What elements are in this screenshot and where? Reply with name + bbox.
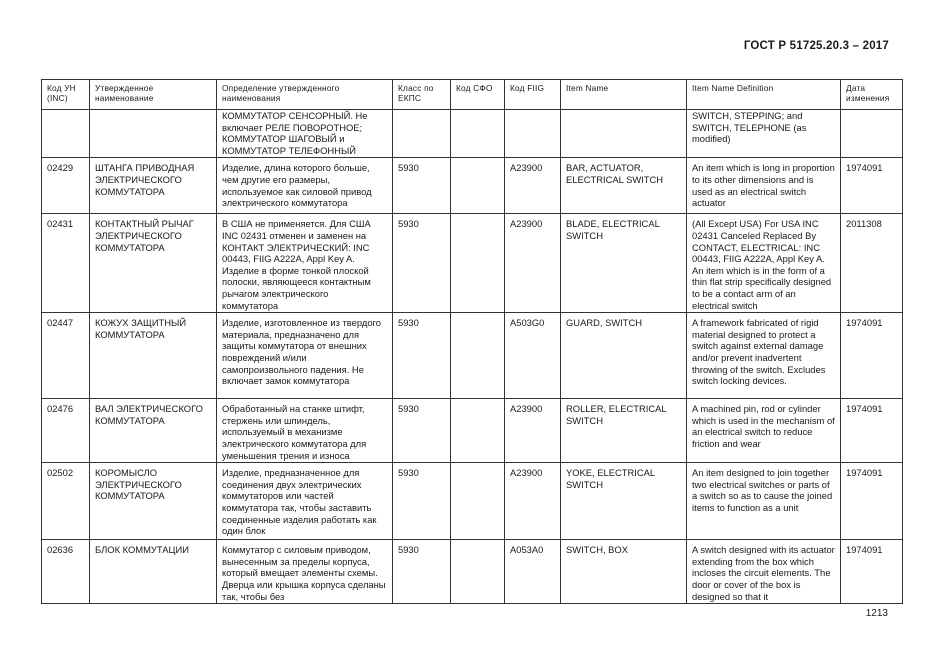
cell-definition-en: A machined pin, rod or cylinder which is used in the mechanism of an electrical switch to reduce friction and wear <box>687 399 841 463</box>
cell-fiig: A23900 <box>505 399 561 463</box>
cell-class <box>393 110 451 158</box>
cell-class: 5930 <box>393 158 451 214</box>
cell-class: 5930 <box>393 214 451 313</box>
cell-definition-ru: Изделие, предназначенное для соединения двух электрических коммутаторов или частей коммутатора так, чтобы заставить соединенные изделия работать как один блок <box>217 463 393 540</box>
cell-sfo <box>451 110 505 158</box>
cell-name-ru <box>90 110 217 158</box>
cell-class: 5930 <box>393 540 451 604</box>
cell-fiig: A053A0 <box>505 540 561 604</box>
cell-definition-ru: Обработанный на станке штифт, стержень или шпиндель, используемый в механизме электрического коммутатора для уменьшения трения и износа <box>217 399 393 463</box>
col-header-class: Класс по ЕКПС <box>393 80 451 110</box>
col-header-item-definition: Item Name Definition <box>687 80 841 110</box>
cell-definition-ru: КОММУТАТОР СЕНСОРНЫЙ. Не включает РЕЛЕ ПОВОРОТНОЕ; КОММУТАТОР ШАГОВЫЙ и КОММУТАТОР ТЕЛЕФОННЫЙ <box>217 110 393 158</box>
cell-code: 02431 <box>42 214 90 313</box>
cell-sfo <box>451 158 505 214</box>
col-header-definition-ru: Определение утвержденного наименования <box>217 80 393 110</box>
cell-code: 02502 <box>42 463 90 540</box>
cell-name-ru: КОРОМЫСЛО ЭЛЕКТРИЧЕСКОГО КОММУТАТОРА <box>90 463 217 540</box>
table-row <box>42 463 903 540</box>
cell-code: 02476 <box>42 399 90 463</box>
cell-definition-en: (All Except USA) For USA INC 02431 Canceled Replaced By CONTACT, ELECTRICAL: INC 00443, FIIG A222A, Appl Key A. An item which is in the form of a thin flat strip specifically designed to be a contact arm of an electrical switch <box>687 214 841 313</box>
cell-item-name: BLADE, ELECTRICAL SWITCH <box>561 214 687 313</box>
cell-sfo <box>451 399 505 463</box>
cell-name-ru: ШТАНГА ПРИВОДНАЯ ЭЛЕКТРИЧЕСКОГО КОММУТАТОРА <box>90 158 217 214</box>
cell-sfo <box>451 313 505 399</box>
cell-definition-ru: Коммутатор с силовым приводом, вынесенным за пределы корпуса, который вмещает элементы схемы. Дверца или крышка корпуса сделаны так, чтобы без <box>217 540 393 604</box>
col-header-approved-name: Утвержденное наименование <box>90 80 217 110</box>
table-row <box>42 214 903 313</box>
cell-class: 5930 <box>393 463 451 540</box>
cell-definition-en: SWITCH, STEPPING; and SWITCH, TELEPHONE (as modified) <box>687 110 841 158</box>
col-header-date: Дата изменения <box>841 80 903 110</box>
cell-definition-en: An item designed to join together two electrical switches or parts of a switch so as to cause the joined items to function as a unit <box>687 463 841 540</box>
cell-code: 02429 <box>42 158 90 214</box>
cell-fiig: A503G0 <box>505 313 561 399</box>
cell-date: 1974091 <box>841 313 903 399</box>
cell-sfo <box>451 214 505 313</box>
table-row <box>42 110 903 158</box>
cell-definition-en: A switch designed with its actuator extending from the box which incloses the circuit elements. The door or cover of the box is designed so that it <box>687 540 841 604</box>
cell-date: 1974091 <box>841 399 903 463</box>
cell-code <box>42 110 90 158</box>
cell-class: 5930 <box>393 399 451 463</box>
document-header: ГОСТ Р 51725.20.3 – 2017 <box>743 40 889 52</box>
cell-date <box>841 110 903 158</box>
cell-item-name: GUARD, SWITCH <box>561 313 687 399</box>
table-row <box>42 399 903 463</box>
cell-date: 2011308 <box>841 214 903 313</box>
table-row <box>42 540 903 604</box>
cell-definition-en: An item which is long in proportion to its other dimensions and is used as an electrical switch actuator <box>687 158 841 214</box>
cell-item-name: ROLLER, ELECTRICAL SWITCH <box>561 399 687 463</box>
cell-name-ru: КОНТАКТНЫЙ РЫЧАГ ЭЛЕКТРИЧЕСКОГО КОММУТАТОРА <box>90 214 217 313</box>
page-number: 1213 <box>865 608 888 619</box>
cell-code: 02636 <box>42 540 90 604</box>
cell-name-ru: БЛОК КОММУТАЦИИ <box>90 540 217 604</box>
col-header-inc: Код УН (INC) <box>42 80 90 110</box>
col-header-sfo: Код СФО <box>451 80 505 110</box>
cell-date: 1974091 <box>841 463 903 540</box>
col-header-item-name: Item Name <box>561 80 687 110</box>
table-row <box>42 158 903 214</box>
cell-definition-ru: В США не применяется. Для США INC 02431 отменен и заменен на КОНТАКТ ЭЛЕКТРИЧЕСКИЙ: INC 00443, FIIG A222A, Appl Key A. Изделие в форме тонкой плоской полоски, являющееся контактным рычагом электрического коммутатора <box>217 214 393 313</box>
cell-sfo <box>451 463 505 540</box>
cell-fiig: A23900 <box>505 463 561 540</box>
cell-item-name: BAR, ACTUATOR, ELECTRICAL SWITCH <box>561 158 687 214</box>
cell-definition-en: A framework fabricated of rigid material designed to protect a switch against external damage and/or prevent inadvertent throwing of the switch. Excludes switch locking devices. <box>687 313 841 399</box>
cell-fiig: A23900 <box>505 158 561 214</box>
cell-date: 1974091 <box>841 158 903 214</box>
cell-fiig: A23900 <box>505 214 561 313</box>
cell-class: 5930 <box>393 313 451 399</box>
cell-name-ru: КОЖУХ ЗАЩИТНЫЙ КОММУТАТОРА <box>90 313 217 399</box>
cell-date: 1974091 <box>841 540 903 604</box>
item-name-table <box>41 79 903 604</box>
col-header-fiig: Код FIIG <box>505 80 561 110</box>
cell-fiig <box>505 110 561 158</box>
cell-definition-ru: Изделие, изготовленное из твердого материала, предназначено для защиты коммутатора от внешних повреждений и/или самопроизвольного падения. Не включает замок коммутатора <box>217 313 393 399</box>
cell-sfo <box>451 540 505 604</box>
cell-item-name: SWITCH, BOX <box>561 540 687 604</box>
cell-item-name: YOKE, ELECTRICAL SWITCH <box>561 463 687 540</box>
cell-definition-ru: Изделие, длина которого больше, чем другие его размеры, используемое как силовой привод электрического коммутатора <box>217 158 393 214</box>
cell-code: 02447 <box>42 313 90 399</box>
table-row <box>42 313 903 399</box>
table-header-row <box>42 80 903 110</box>
cell-name-ru: ВАЛ ЭЛЕКТРИЧЕСКОГО КОММУТАТОРА <box>90 399 217 463</box>
cell-item-name <box>561 110 687 158</box>
